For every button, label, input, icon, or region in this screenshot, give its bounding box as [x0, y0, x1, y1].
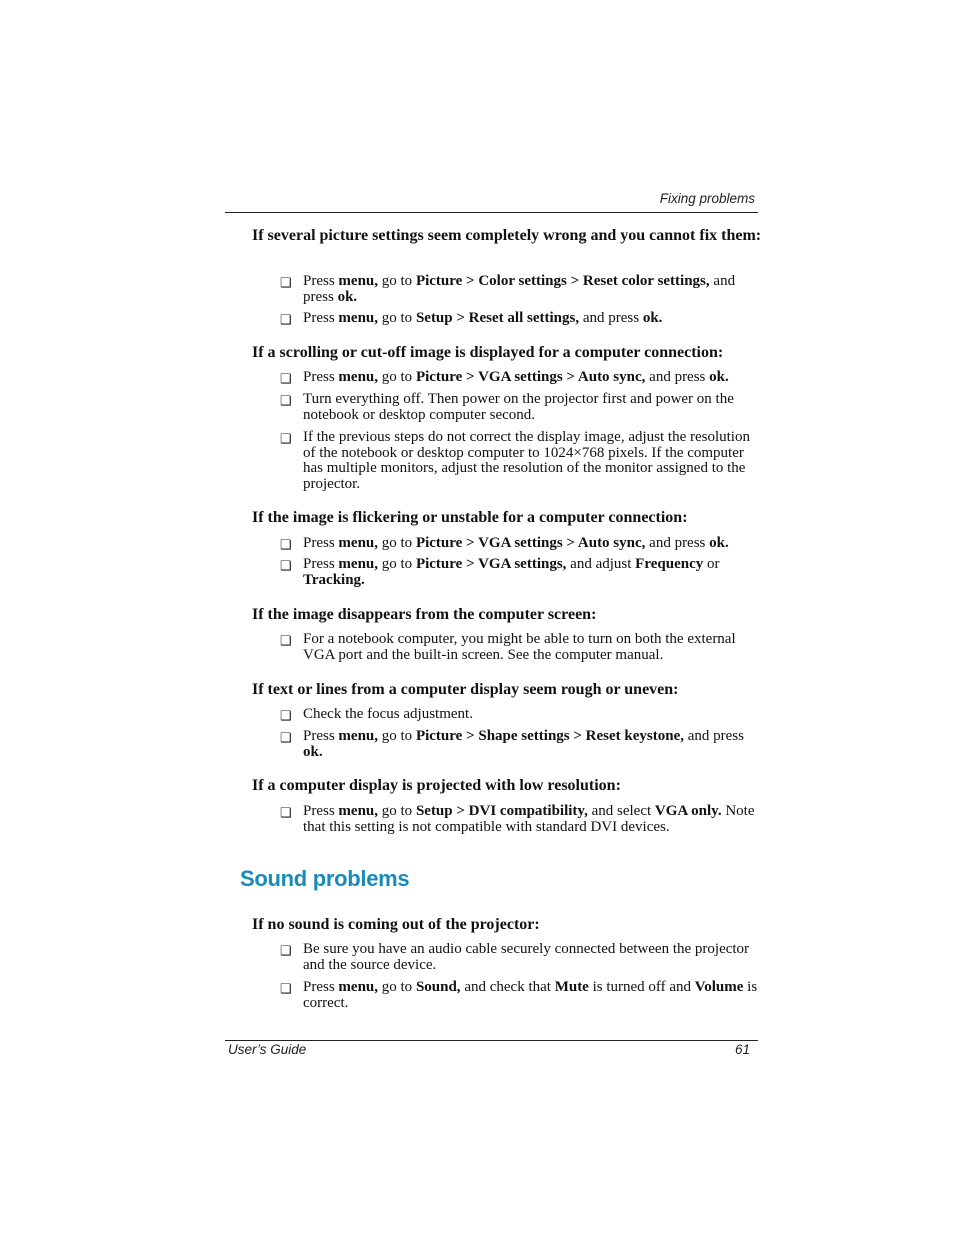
list-item: ❑ Turn everything off. Then power on the projector first and power on the notebook or desktop computer second.	[280, 391, 734, 423]
checkbox-bullet-icon: ❑	[280, 943, 292, 958]
checkbox-bullet-icon: ❑	[280, 805, 292, 820]
list-item: ❑ Press menu, go to Setup > Reset all settings, and press ok.	[280, 310, 663, 327]
section-title-sound-problems: Sound problems	[240, 866, 410, 891]
heading-no-sound: If no sound is coming out of the projector:	[252, 916, 540, 933]
checkbox-bullet-icon: ❑	[280, 275, 292, 290]
checkbox-bullet-icon: ❑	[280, 371, 292, 386]
list-item: ❑ If the previous steps do not correct the display image, adjust the resolution of the notebook or desktop computer to 1024×768 pixels. If the computer has multiple monitors, adjust the resolution of the monitor assigned to the projector.	[280, 429, 750, 492]
checkbox-bullet-icon: ❑	[280, 312, 292, 327]
heading-picture-settings-wrong: If several picture settings seem completely wrong and you cannot fix them:	[252, 227, 762, 244]
footer-rule	[225, 1040, 758, 1041]
list-item: ❑ Check the focus adjustment.	[280, 706, 473, 723]
page-number: 61	[734, 1042, 750, 1057]
checkbox-bullet-icon: ❑	[280, 981, 292, 996]
heading-text-rough: If text or lines from a computer display seem rough or uneven:	[252, 681, 679, 698]
checkbox-bullet-icon: ❑	[280, 537, 292, 552]
running-header: Fixing problems	[659, 191, 755, 206]
list-item: ❑ Press menu, go to Picture > Shape settings > Reset keystone, and press ok.	[280, 728, 744, 760]
list-item: ❑ Be sure you have an audio cable securely connected between the projector and the source device.	[280, 941, 750, 973]
checkbox-bullet-icon: ❑	[280, 730, 292, 745]
checkbox-bullet-icon: ❑	[280, 708, 292, 723]
checkbox-bullet-icon: ❑	[280, 431, 292, 446]
list-item: ❑ Press menu, go to Picture > VGA settings, and adjust Frequency or Tracking.	[280, 556, 720, 588]
list-item: ❑ Press menu, go to Picture > VGA settings > Auto sync, and press ok.	[280, 535, 729, 552]
footer-guide-title: User’s Guide	[228, 1042, 307, 1057]
list-item: ❑ Press menu, go to Setup > DVI compatibility, and select VGA only. Note that this setting is not compatible with standard DVI devices.	[280, 803, 755, 835]
list-item: ❑ Press menu, go to Sound, and check that Mute is turned off and Volume is correct.	[280, 979, 758, 1011]
checkbox-bullet-icon: ❑	[280, 393, 292, 408]
list-item: ❑ Press menu, go to Picture > Color settings > Reset color settings, and press ok.	[280, 273, 736, 305]
list-item: ❑ For a notebook computer, you might be able to turn on both the external VGA port and the built-in screen. See the computer manual.	[280, 631, 736, 663]
heading-low-resolution: If a computer display is projected with low resolution:	[252, 777, 621, 794]
heading-flickering-image: If the image is flickering or unstable for a computer connection:	[252, 509, 688, 526]
checkbox-bullet-icon: ❑	[280, 558, 292, 573]
checkbox-bullet-icon: ❑	[280, 633, 292, 648]
heading-image-disappears: If the image disappears from the computer screen:	[252, 606, 597, 623]
heading-scrolling-cutoff-image: If a scrolling or cut-off image is displayed for a computer connection:	[252, 344, 724, 361]
header-rule	[225, 212, 758, 213]
list-item: ❑ Press menu, go to Picture > VGA settings > Auto sync, and press ok.	[280, 369, 729, 386]
